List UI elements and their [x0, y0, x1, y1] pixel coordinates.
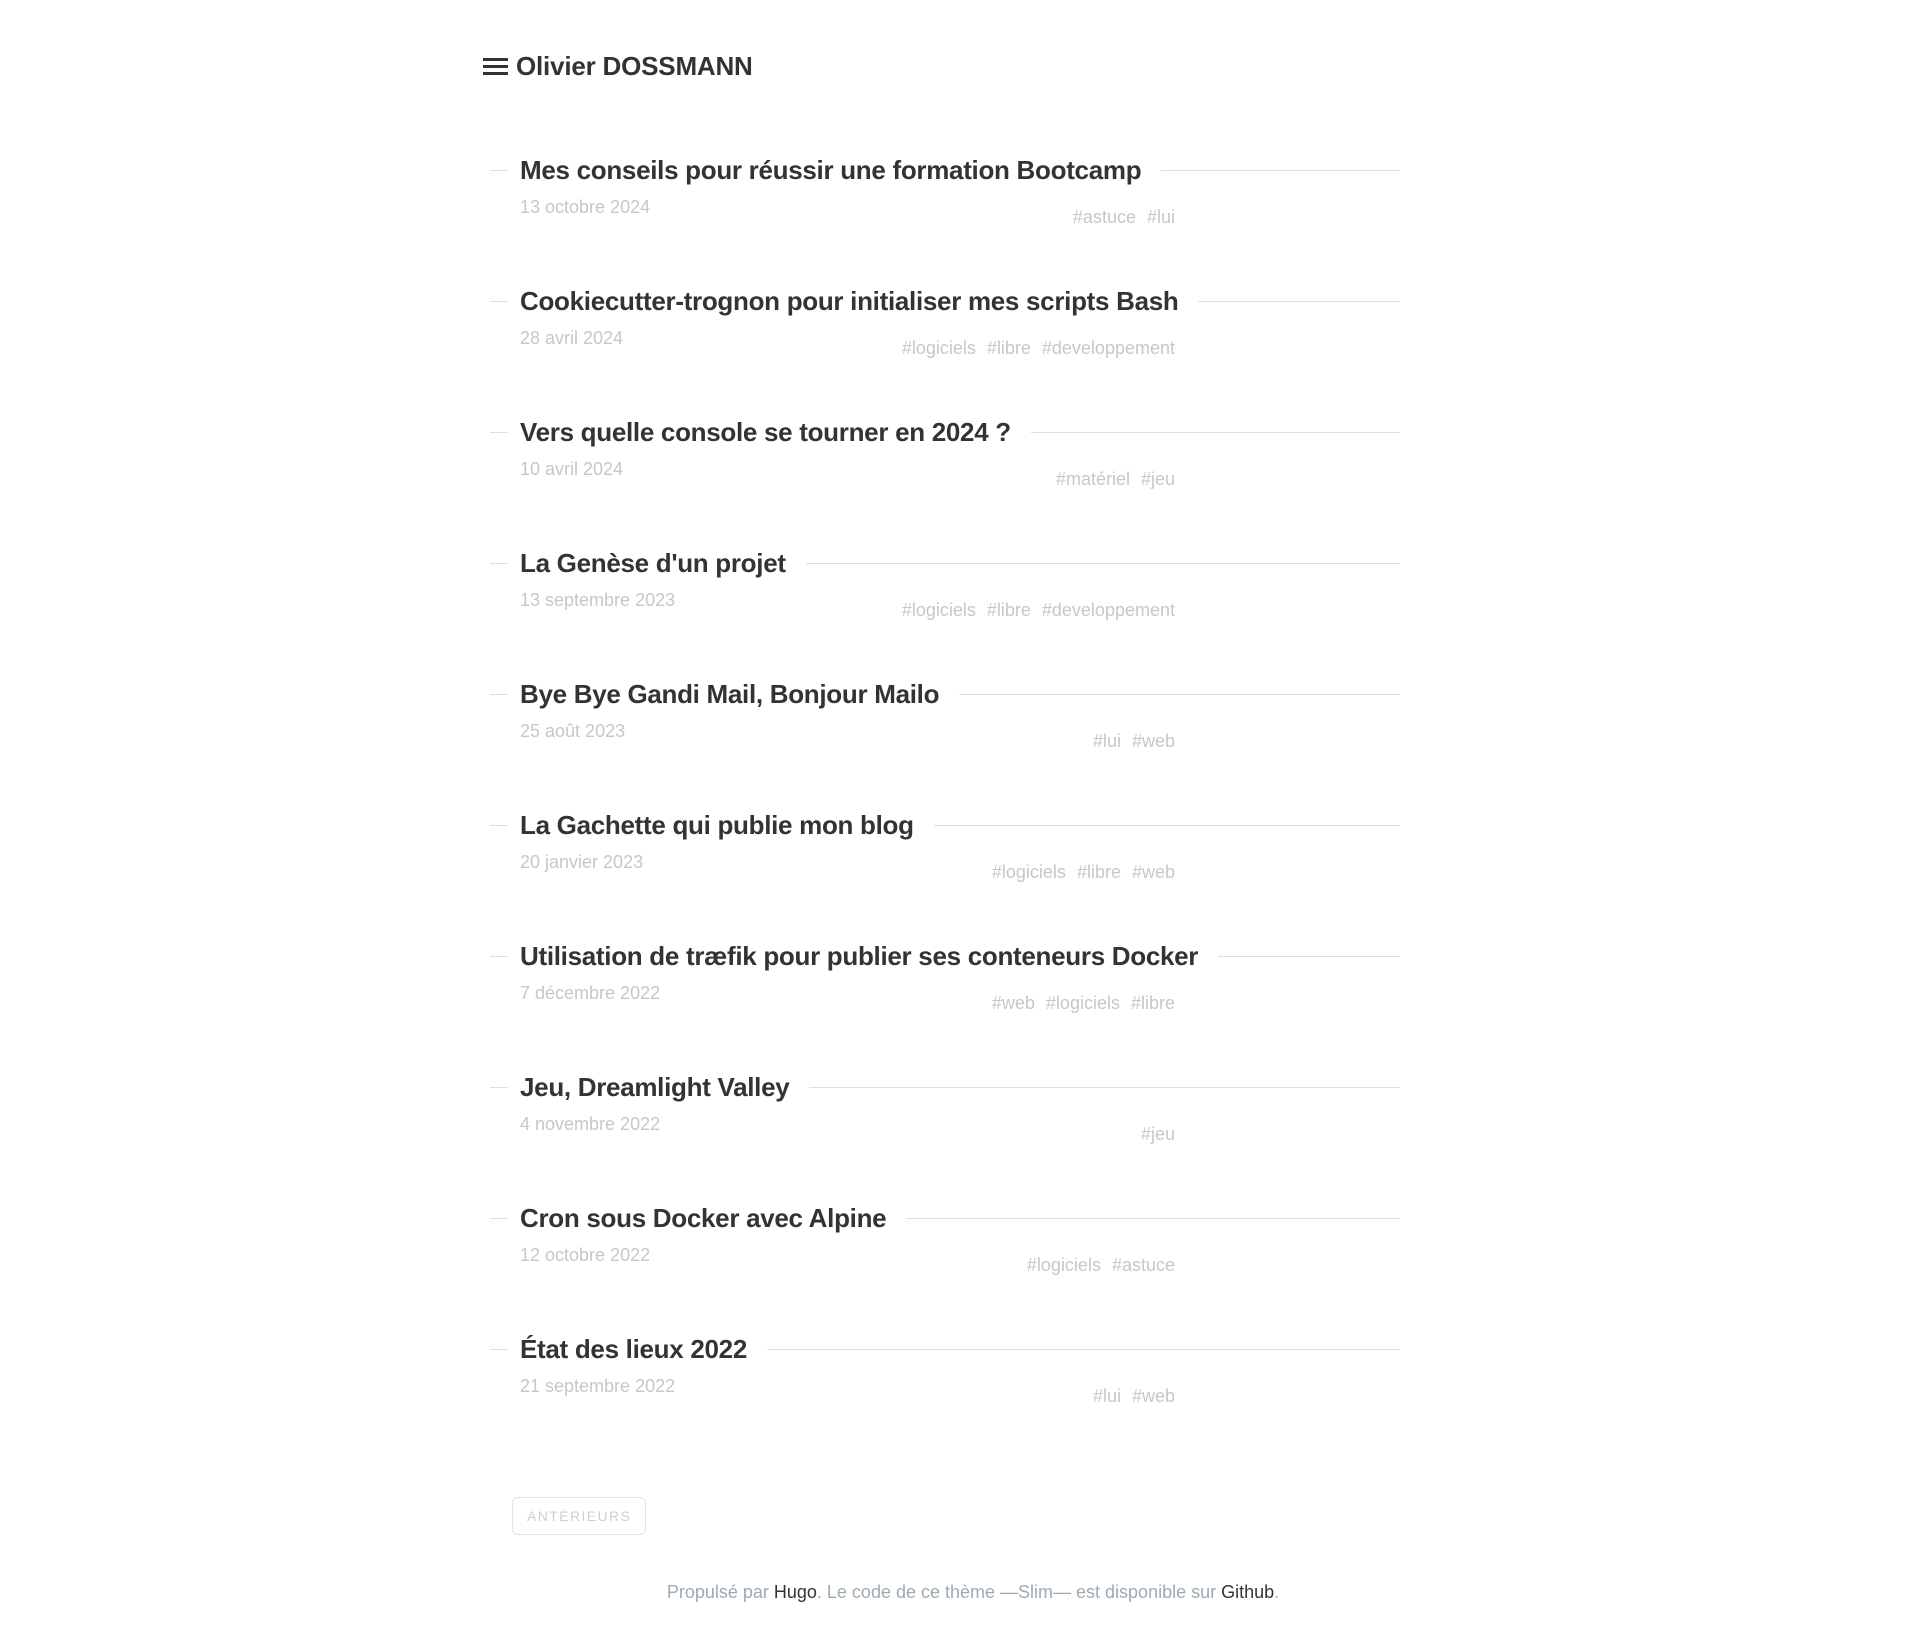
footer-text: . — [1274, 1582, 1280, 1602]
menu-icon-bar — [483, 72, 508, 75]
title-right-rule — [806, 563, 1400, 564]
post-title-row — [490, 547, 1400, 579]
post-title-row — [490, 416, 1400, 448]
post-tag-link[interactable]: #developpement — [1041, 338, 1175, 358]
post-tag-link[interactable]: #logiciels — [1045, 993, 1120, 1013]
post-tag-link[interactable]: #logiciels — [1026, 1255, 1101, 1275]
title-right-rule — [809, 1087, 1400, 1088]
post-title-row — [490, 1333, 1400, 1365]
site-title-link[interactable]: Olivier DOSSMANN — [516, 50, 753, 81]
post-meta — [520, 721, 1400, 769]
title-left-rule — [490, 694, 508, 695]
hamburger-menu-icon[interactable] — [483, 58, 508, 75]
post-tag-link[interactable]: #web — [1131, 731, 1175, 751]
post-date: 25 août 2023 — [520, 721, 626, 741]
post-tag-link[interactable]: #libre — [986, 600, 1031, 620]
post-item — [490, 547, 1400, 678]
post-meta — [520, 590, 1400, 638]
footer-link-github[interactable]: Github — [1221, 1582, 1275, 1602]
post-date: 21 septembre 2022 — [520, 1376, 676, 1396]
post-title-link[interactable]: Cron sous Docker avec Alpine — [520, 1203, 887, 1233]
title-right-rule — [767, 1349, 1400, 1350]
post-date: 12 octobre 2022 — [520, 1245, 651, 1265]
post-title-row — [490, 1202, 1400, 1234]
post-tag-link[interactable]: #lui — [1092, 731, 1121, 751]
post-title-row — [490, 809, 1400, 841]
post-title-link[interactable]: Utilisation de træfik pour publier ses conteneurs Docker — [520, 941, 1199, 971]
title-right-rule — [934, 825, 1400, 826]
post-date: 20 janvier 2023 — [520, 852, 644, 872]
post-tag-link[interactable]: #matériel — [1055, 469, 1130, 489]
post-date: 28 avril 2024 — [520, 328, 624, 348]
title-left-rule — [490, 956, 508, 957]
page-container — [490, 50, 1400, 1603]
post-tags — [1141, 1124, 1175, 1145]
footer-link-hugo[interactable]: Hugo — [773, 1582, 817, 1602]
title-left-rule — [490, 563, 508, 564]
post-title-link[interactable]: Vers quelle console se tourner en 2024 ? — [520, 417, 1011, 447]
post-tag-link[interactable]: #libre — [1076, 862, 1121, 882]
post-item — [490, 940, 1400, 1071]
post-date: 13 octobre 2024 — [520, 197, 651, 217]
post-list — [490, 154, 1400, 1464]
title-left-rule — [490, 432, 508, 433]
post-tag-link[interactable]: #astuce — [1072, 207, 1136, 227]
post-tags — [1093, 731, 1175, 752]
title-right-rule — [959, 694, 1400, 695]
older-posts-button[interactable]: ANTÉRIEURS — [512, 1497, 646, 1535]
post-meta — [520, 852, 1400, 900]
title-left-rule — [490, 1087, 508, 1088]
title-left-rule — [490, 1349, 508, 1350]
post-item — [490, 285, 1400, 416]
post-meta — [520, 983, 1400, 1031]
post-tag-link[interactable]: #lui — [1092, 1386, 1121, 1406]
post-title-row — [490, 285, 1400, 317]
post-title-link[interactable]: La Gachette qui publie mon blog — [520, 810, 914, 840]
post-tag-link[interactable]: #logiciels — [991, 862, 1066, 882]
post-date: 10 avril 2024 — [520, 459, 624, 479]
post-date: 13 septembre 2023 — [520, 590, 676, 610]
title-right-rule — [1161, 170, 1400, 171]
post-title-link[interactable]: Bye Bye Gandi Mail, Bonjour Mailo — [520, 679, 940, 709]
post-tag-link[interactable]: #libre — [986, 338, 1031, 358]
post-title-link[interactable]: Jeu, Dreamlight Valley — [520, 1072, 790, 1102]
post-title-row — [490, 940, 1400, 972]
title-right-rule — [1031, 432, 1400, 433]
post-tag-link[interactable]: #astuce — [1111, 1255, 1175, 1275]
post-item — [490, 809, 1400, 940]
post-title-link[interactable]: La Genèse d'un projet — [520, 548, 786, 578]
post-item — [490, 416, 1400, 547]
post-tag-link[interactable]: #libre — [1130, 993, 1175, 1013]
title-right-rule — [1218, 956, 1400, 957]
post-item — [490, 1071, 1400, 1202]
title-left-rule — [490, 301, 508, 302]
site-footer — [490, 1582, 1400, 1603]
post-tag-link[interactable]: #logiciels — [901, 600, 976, 620]
post-tag-link[interactable]: #logiciels — [901, 338, 976, 358]
title-right-rule — [1198, 301, 1400, 302]
post-item — [490, 1333, 1400, 1464]
title-left-rule — [490, 1218, 508, 1219]
title-left-rule — [490, 825, 508, 826]
post-meta — [520, 459, 1400, 507]
post-item — [490, 1202, 1400, 1333]
post-meta — [520, 1245, 1400, 1293]
post-title-link[interactable]: Cookiecutter-trognon pour initialiser mes scripts Bash — [520, 286, 1179, 316]
post-tag-link[interactable]: #developpement — [1041, 600, 1175, 620]
post-tag-link[interactable]: #web — [1131, 862, 1175, 882]
post-item — [490, 678, 1400, 809]
post-title-row — [490, 1071, 1400, 1103]
post-meta — [520, 197, 1400, 245]
title-right-rule — [906, 1218, 1400, 1219]
post-date: 7 décembre 2022 — [520, 983, 661, 1003]
menu-icon-bar — [483, 58, 508, 61]
menu-icon-bar — [483, 65, 508, 68]
post-title-link[interactable]: Mes conseils pour réussir une formation Bootcamp — [520, 155, 1142, 185]
post-tag-link[interactable]: #web — [1131, 1386, 1175, 1406]
footer-text: Propulsé par — [666, 1582, 774, 1602]
site-header — [490, 50, 1400, 82]
title-left-rule — [490, 170, 508, 171]
pagination — [512, 1497, 1400, 1535]
post-tags — [902, 600, 1175, 621]
post-meta — [520, 1376, 1400, 1424]
post-tags — [1056, 469, 1175, 490]
post-tag-link[interactable]: #web — [991, 993, 1035, 1013]
post-title-link[interactable]: État des lieux 2022 — [520, 1334, 747, 1364]
post-tags — [1027, 1255, 1175, 1276]
post-meta — [520, 328, 1400, 376]
post-meta — [520, 1114, 1400, 1162]
post-tags — [992, 993, 1175, 1014]
post-title-row — [490, 678, 1400, 710]
post-tag-link[interactable]: #jeu — [1140, 1124, 1175, 1144]
post-title-row — [490, 154, 1400, 186]
post-tag-link[interactable]: #lui — [1146, 207, 1175, 227]
post-tags — [992, 862, 1175, 883]
post-item — [490, 154, 1400, 285]
post-tags — [902, 338, 1175, 359]
post-tags — [1073, 207, 1175, 228]
post-tags — [1093, 1386, 1175, 1407]
footer-text: . Le code de ce thème —Slim— est disponible sur — [816, 1582, 1222, 1602]
post-date: 4 novembre 2022 — [520, 1114, 661, 1134]
post-tag-link[interactable]: #jeu — [1140, 469, 1175, 489]
